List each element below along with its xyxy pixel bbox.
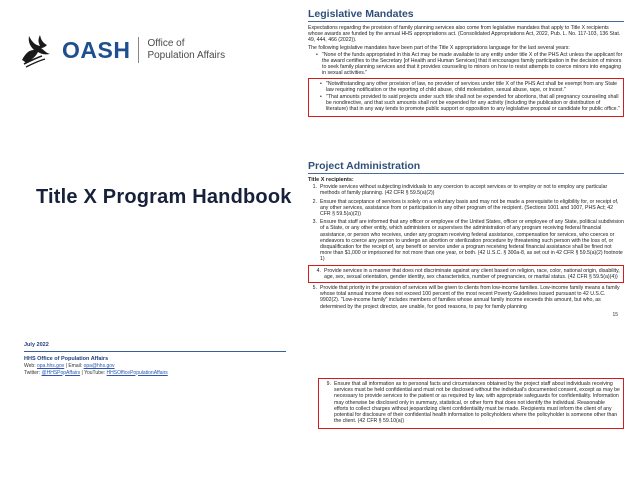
page-number: 15 bbox=[612, 311, 618, 318]
item-number: 5. bbox=[312, 285, 317, 292]
email-label: | Email: bbox=[65, 363, 83, 369]
project-administration-page bbox=[308, 160, 624, 390]
item-text: Provide that priority in the provision of services will be given to clients from low-income families. Low-income family means a family whose total annual income does not exceed 100 percent of the most recent Poverty Guidelines issued pursuant to 42 U.S.C. 9902(2). "Low-income family" includes members of families whose annual family income exceeds this amount, but who, as determined by the project director, are unable, for good reasons, to pay for family planning bbox=[320, 285, 620, 310]
legislative-bullet-2: • "Notwithstanding any other provision of law, no provider of services under title X of the PHS Act shall be exempt from any State law requiring notification or the reporting of child abuse, child molestation, sexual abuse, rape, or incest." bbox=[320, 81, 620, 93]
confidentiality-excerpt bbox=[318, 378, 624, 478]
item-number: 9. bbox=[326, 381, 331, 387]
youtube-link[interactable]: HHSOfficePopulationAffairs bbox=[106, 369, 168, 376]
legislative-intro-2: The following legislative mandates have been part of the Title X appropriations language for the last several years: bbox=[308, 44, 570, 51]
legislative-bullet-3: • "That amounts provided to said projects under such title shall not be expended for abortions, that all pregnancy counseling shall be nondirective, and that such amounts shall not be expended for any activity (including the publication or distribution of literature) that in any way tends to promote public support or opposition to any legislative proposal or candidate for public office." bbox=[320, 94, 620, 113]
oash-logo bbox=[16, 30, 225, 70]
office-name bbox=[147, 38, 225, 62]
cover-social-line bbox=[24, 370, 286, 377]
list-item bbox=[322, 381, 620, 424]
cover-footer bbox=[24, 342, 286, 376]
twitter-label: Twitter: bbox=[24, 369, 41, 376]
legislative-bullets bbox=[308, 52, 624, 77]
legislative-bullets-highlighted bbox=[312, 81, 620, 113]
item-number: 2. bbox=[312, 198, 317, 205]
cover-rule bbox=[24, 351, 286, 352]
cover-org: HHS Office of Population Affairs bbox=[24, 356, 109, 362]
item-text: Ensure that all information as to personal facts and circumstances obtained by the project staff about individuals receiving services must be held confidential and must not be disclosed without the individual's documented consent, except as may be necessary to provide services to the patient or as required by law, with appropriate safeguards for confidentiality. Information may otherwise be disclosed only in summary, statistical, or other form that does not identify the individual. Reasonable efforts to collect charges without jeopardizing client confidentiality must be made. Recipients must inform the client of any potential for disclosure of their confidential health information to policyholders where the policyholder is someone other than the client. (42 CFR § 59.10(a)) bbox=[334, 381, 620, 425]
office-name-line2: Population Affairs bbox=[147, 50, 226, 61]
item-number: 3. bbox=[312, 219, 317, 226]
legislative-heading: Legislative Mandates bbox=[308, 8, 414, 20]
handbook-cover bbox=[0, 0, 305, 485]
project-subhead: Title X recipients: bbox=[308, 177, 354, 183]
confidentiality-items bbox=[322, 381, 620, 424]
legislative-rule bbox=[308, 21, 624, 22]
legislative-body bbox=[308, 25, 624, 117]
cover-date: July 2022 bbox=[24, 342, 49, 348]
item-number: 4. bbox=[316, 267, 321, 274]
list-item bbox=[308, 219, 624, 262]
project-body bbox=[308, 177, 624, 318]
youtube-label: | YouTube: bbox=[81, 369, 106, 376]
list-item bbox=[308, 184, 624, 196]
logo-divider bbox=[138, 37, 139, 63]
highlight-box-confidentiality bbox=[318, 378, 624, 429]
list-item bbox=[308, 285, 624, 310]
project-heading: Project Administration bbox=[308, 160, 421, 172]
legislative-bullet-1: • "None of the funds appropriated in this Act may be made available to any entity under title X of the PHS Act unless the applicant for the award certifies to the Secretary [of Health and Human Services] that it encourages family participation in the decision of minors to seek family planning services and that it provides counseling to minors on how to resist attempts to coerce minors into engaging in sexual activities." bbox=[316, 52, 624, 77]
web-label: Web: bbox=[24, 363, 36, 369]
web-link[interactable]: opa.hhs.gov bbox=[36, 363, 65, 369]
hhs-eagle-icon bbox=[16, 30, 56, 70]
email-link[interactable]: opa@hhs.gov bbox=[83, 363, 115, 369]
project-rule bbox=[308, 173, 624, 174]
highlight-box-nondiscrimination bbox=[308, 265, 624, 283]
project-items bbox=[308, 184, 624, 310]
item-text: Ensure that staff are informed that any officer or employee of the United States, officer or employee of any State, political subdivision of a State, or any other entity, which administers or supervises the administration of any program receiving federal financial assistance, or person who receives, under any program receiving federal assistance, compensation for services, who coerces or endeavors to coerce any person to undergo an abortion or sterilization procedure by threatening such person with the loss of, or disqualification for the receipt of, any benefit or service under a program receiving federal financial assistance shall be fined not more than $1,000 or imprisoned for not more than one year, or both. (42 U.S.C. § 300a-8, as set out in 42 CFR § 59.5(a)(2) footnote 1) bbox=[320, 219, 624, 263]
item-text: Provide services without subjecting individuals to any coercion to accept services or to employ or not to employ any particular methods of family planning. (42 CFR § 59.5(a)(2)) bbox=[320, 184, 608, 197]
highlight-box-mandates bbox=[308, 78, 624, 117]
item-number: 1. bbox=[312, 184, 317, 191]
twitter-link[interactable]: @HHSPopAffairs bbox=[41, 369, 81, 376]
cover-title: Title X Program Handbook bbox=[36, 186, 292, 208]
item-text: Provide services in a manner that does not discriminate against any client based on religion, race, color, national origin, disability, age, sex, sexual orientation, gender identity, sex characteristics, number of pregnancies, or marital status. (42 CFR § 59.5(a)(4)) bbox=[324, 267, 620, 280]
legislative-mandates-page bbox=[308, 8, 624, 178]
item-text: Ensure that acceptance of services is solely on a voluntary basis and may not be made a prerequisite to eligibility for, or receipt of, any other services, assistance from or participation in any other program of the recipient. (Sections 1001 and 1007, PHS Act; 42 CFR § 59.5(a)(2)) bbox=[320, 198, 619, 218]
list-item bbox=[308, 199, 624, 218]
oash-wordmark: OASH bbox=[62, 36, 131, 63]
office-name-line1: Office of bbox=[147, 38, 185, 49]
legislative-intro-1: Expectations regarding the provision of family planning services also come from legislative mandates that apply to Title X recipients whose awards are funded by the annual HHS appropriations act. (Consolidated Appropriations Act, 2022, Pub. L. No. 117-103, 136 Stat. 49, 444, 466 (2022)). bbox=[308, 25, 621, 44]
